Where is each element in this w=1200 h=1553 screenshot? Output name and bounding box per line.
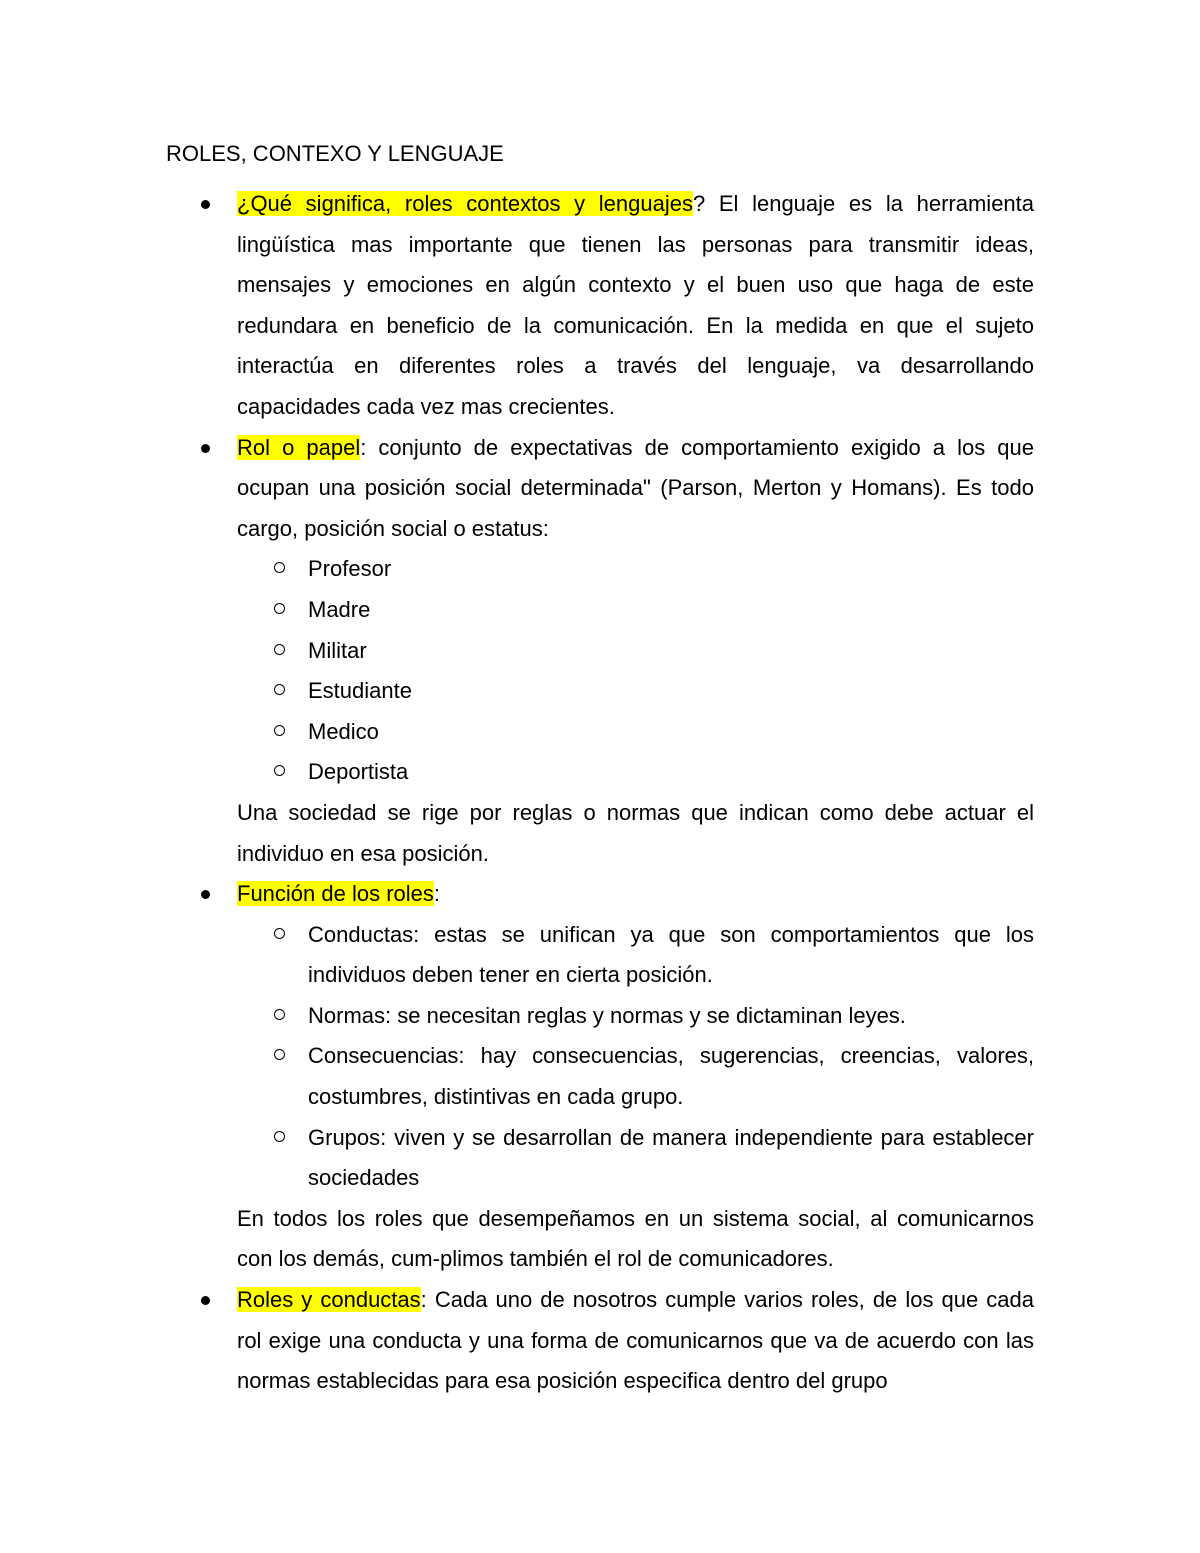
bullet-dot-icon [201,444,210,453]
highlighted-term: Roles y conductas [237,1287,421,1313]
list-item [237,549,1034,590]
circle-bullet-icon [274,603,285,614]
bullet-item-meaning [166,184,1034,428]
circle-bullet-icon [274,562,285,573]
circle-bullet-icon [274,765,285,776]
list-item [237,671,1034,712]
highlighted-term: Rol o papel [237,434,361,460]
highlighted-term: ¿Qué significa, roles contextos y lenguajes [237,191,693,216]
circle-bullet-icon [274,1009,285,1020]
paragraph: Una sociedad se rige por reglas o normas que indican como debe actuar el individuo en esa posición. [237,799,1034,866]
main-bullet-list [166,184,1034,1402]
bullet-dot-icon [201,200,210,209]
bullet-text: : Cada uno de nosotros cumple varios roles, de los que cada rol exige una conducta y una forma de comunicarnos que va de acuerdo con las normas establecidas para esa posición especifica dentro del grupo [237,1287,1035,1394]
bullet-dot-icon [201,890,210,899]
list-item [237,590,1034,631]
list-item [237,915,1034,996]
circle-bullet-icon [274,1131,285,1142]
list-item-text: Grupos: viven y se desarrollan de manera independiente para establecer sociedades [308,1124,1034,1191]
circle-bullet-icon [274,725,285,736]
document-title: ROLES, CONTEXO Y LENGUAJE [166,141,504,166]
list-item [237,1118,1034,1199]
bullet-text: : conjunto de expectativas de comportamiento exigido a los que ocupan una posición social determinada" (Parson, Merton y Homans). Es todo cargo, posición social o estatus: [237,434,1034,541]
bullet-item-role-function [166,874,1034,1280]
list-item-text: Normas: se necesitan reglas y normas y se dictaminan leyes. [308,1002,906,1028]
list-item [237,752,1034,793]
list-item-text: Madre [308,596,371,622]
list-item-text: Profesor [308,556,392,582]
circle-bullet-icon [274,1049,285,1060]
document-body [166,138,1034,1402]
circle-bullet-icon [274,684,285,695]
bullet-item-role [166,428,1034,875]
role-function-list [237,915,1034,1199]
bullet-text: : [433,881,441,907]
list-item-text: Conductas: estas se unifican ya que son comportamientos que los individuos deben tener en cierta posición. [308,921,1034,988]
paragraph: En todos los roles que desempeñamos en un sistema social, al comunicarnos con los demás, cum-plimos también el rol de comunicadores. [237,1205,1034,1272]
bullet-item-roles-conduct [166,1280,1034,1402]
role-examples-list [237,549,1034,793]
list-item-text: Consecuencias: hay consecuencias, sugerencias, creencias, valores, costumbres, distintivas en cada grupo. [308,1043,1034,1110]
highlighted-term: Función de los roles [237,881,434,907]
circle-bullet-icon [274,928,285,939]
list-item [237,712,1034,753]
list-item [237,996,1034,1037]
list-item-text: Medico [308,718,379,744]
bullet-dot-icon [201,1296,210,1305]
list-item [237,1036,1034,1117]
list-item-text: Estudiante [308,678,412,704]
list-item-text: Militar [308,637,367,663]
list-item [237,631,1034,672]
list-item-text: Deportista [308,759,409,785]
bullet-text: ? El lenguaje es la herramienta lingüística mas importante que tienen las personas para transmitir ideas, mensajes y emociones en algún contexto y el buen uso que haga de este redundara en beneficio de la comunicación. En la medida en que el sujeto interactúa en diferentes roles a través del lenguaje, va desarrollando capacidades cada vez mas crecientes. [237,191,1035,419]
circle-bullet-icon [274,644,285,655]
